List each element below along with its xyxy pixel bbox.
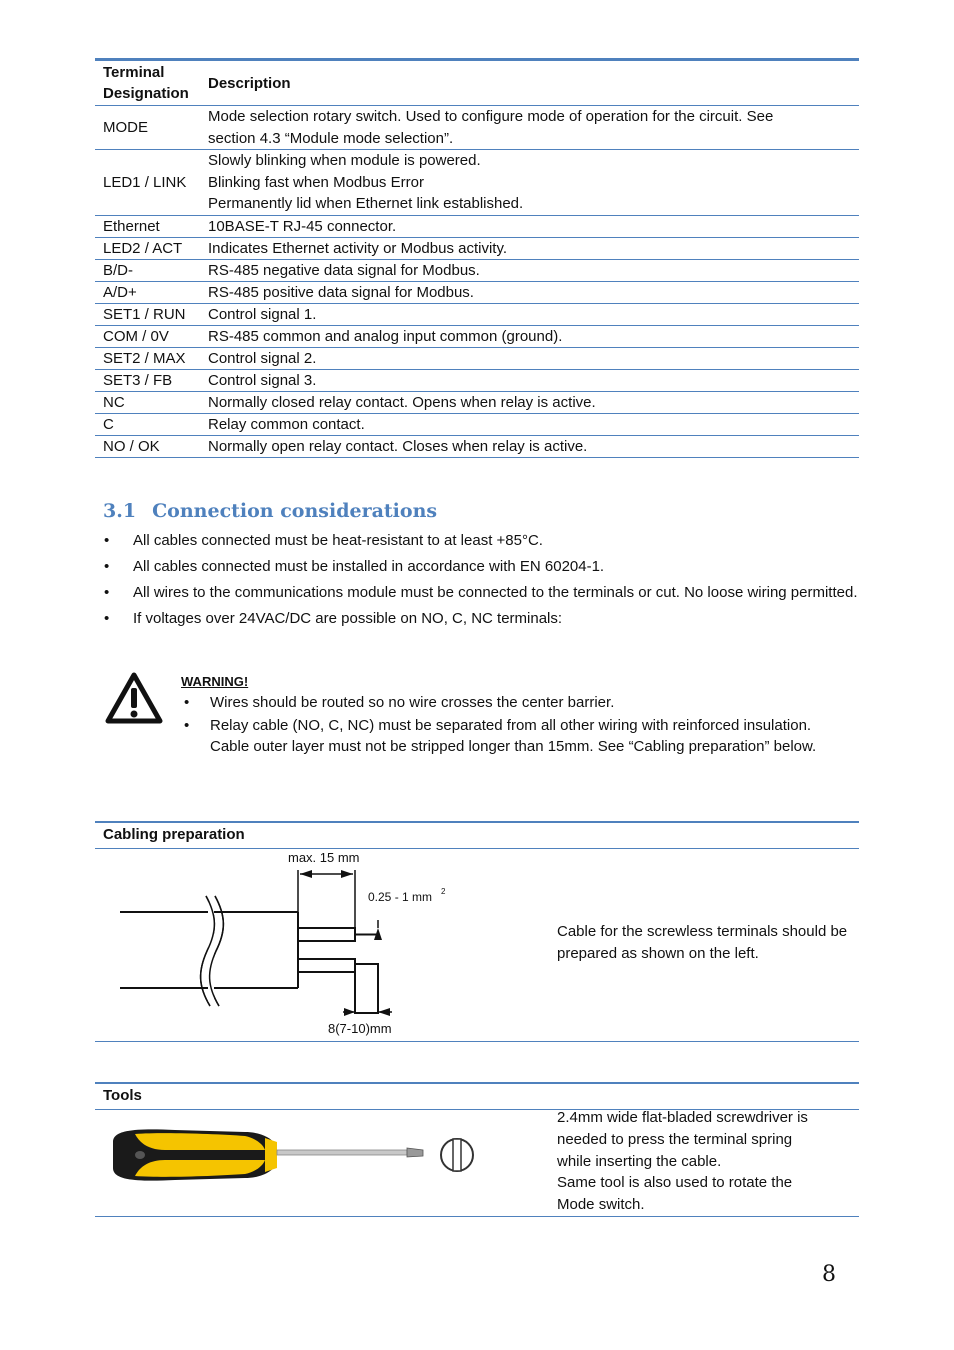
table-row: [95, 413, 859, 435]
label-strip-length: 8(7-10)mm: [328, 1021, 392, 1036]
table-row: [95, 347, 859, 369]
table-row: [95, 391, 859, 413]
terminal-description: [200, 259, 859, 281]
warning-title: WARNING!: [181, 674, 249, 689]
terminal-table: [95, 58, 859, 458]
terminal-designation: NO / OK: [95, 435, 200, 457]
tools-header: Tools: [95, 1082, 859, 1110]
terminal-description: [200, 369, 859, 391]
header-designation: Terminal Designation: [95, 60, 200, 106]
label-cross-section: 0.25 - 1 mm: [368, 890, 433, 904]
tools-bottom-rule: [95, 1216, 859, 1217]
table-row: [95, 150, 859, 216]
warning-item: • Wires should be routed so no wire crosses the center barrier.: [181, 692, 821, 714]
table-row: [95, 369, 859, 391]
table-row: [95, 435, 859, 457]
terminal-designation: B/D-: [95, 259, 200, 281]
bullet-item: • If voltages over 24VAC/DC are possible on NO, C, NC terminals:: [104, 606, 864, 631]
description-line: Permanently lid when Ethernet link established.: [208, 195, 524, 212]
terminal-description: [200, 303, 859, 325]
description-line: Mode selection rotary switch. Used to configure mode of operation for the circuit. See: [208, 108, 774, 125]
description-line: RS-485 common and analog input common (ground).: [208, 327, 563, 345]
terminal-description: [200, 150, 859, 216]
description-line: Control signal 1.: [208, 305, 317, 323]
label-max-strip: max. 15 mm: [288, 850, 360, 865]
terminal-designation: C: [95, 413, 200, 435]
table-row: [95, 281, 859, 303]
warning-triangle-icon: [105, 672, 163, 724]
bullet-item: • All wires to the communications module must be connected to the terminals or cut. No loose wiring permitted.: [104, 580, 864, 605]
table-row: [95, 215, 859, 237]
terminal-description: [200, 237, 859, 259]
cabling-description: Cable for the screwless terminals should be prepared as shown on the left.: [557, 923, 848, 962]
description-line: 10BASE-T RJ-45 connector.: [208, 217, 397, 235]
terminal-table-body: [95, 106, 859, 458]
terminal-description: [200, 281, 859, 303]
terminal-description: [200, 391, 859, 413]
terminal-description: [200, 413, 859, 435]
description-line: Indicates Ethernet activity or Modbus activity.: [208, 239, 508, 257]
cabling-header: Cabling preparation: [95, 821, 859, 849]
warning-block: [181, 672, 821, 759]
bullet-item: • All cables connected must be heat-resistant to at least +85°C.: [104, 528, 864, 553]
table-row: [95, 259, 859, 281]
terminal-designation: A/D+: [95, 281, 200, 303]
description-line: Slowly blinking when module is powered.: [208, 152, 481, 169]
terminal-designation: LED1 / LINK: [95, 150, 200, 216]
section-title: Connection considerations: [152, 500, 438, 522]
description-line: Control signal 3.: [208, 371, 317, 389]
terminal-designation: MODE: [95, 106, 200, 150]
description-line: RS-485 negative data signal for Modbus.: [208, 261, 480, 279]
table-row: [95, 106, 859, 150]
tools-text-line: Mode switch.: [557, 1196, 645, 1214]
terminal-designation: NC: [95, 391, 200, 413]
table-row: [95, 325, 859, 347]
label-cross-section-sup: 2: [441, 887, 446, 896]
tools-text-line: Same tool is also used to rotate the: [557, 1174, 793, 1192]
cable-preparation-diagram: [95, 846, 515, 1041]
description-line: RS-485 positive data signal for Modbus.: [208, 283, 474, 301]
terminal-description: [200, 325, 859, 347]
terminal-designation: LED2 / ACT: [95, 237, 200, 259]
connection-bullet-list: [104, 528, 864, 632]
description-line: Normally closed relay contact. Opens when relay is active.: [208, 393, 596, 411]
tools-text-line: while inserting the cable.: [557, 1152, 722, 1170]
description-line: Control signal 2.: [208, 349, 317, 367]
tools-text-line: needed to press the terminal spring: [557, 1130, 793, 1148]
page-number: 8: [822, 1262, 836, 1287]
terminal-table-header: [95, 60, 859, 106]
screwdriver-icon: [105, 1120, 485, 1190]
tools-text-line: 2.4mm wide flat-bladed screwdriver is: [557, 1109, 808, 1126]
terminal-designation: COM / 0V: [95, 325, 200, 347]
terminal-designation: SET3 / FB: [95, 369, 200, 391]
table-row: [95, 237, 859, 259]
description-line: Normally open relay contact. Closes when relay is active.: [208, 437, 588, 455]
warning-item: • Relay cable (NO, C, NC) must be separated from all other wiring with reinforced insulation. Cable outer layer must not be stripped longer than 15mm. See “Cabling preparation” below.: [181, 715, 821, 758]
table-row: [95, 303, 859, 325]
cabling-bottom-rule: [95, 1041, 859, 1042]
terminal-designation: Ethernet: [95, 215, 200, 237]
description-line: Relay common contact.: [208, 415, 365, 433]
warning-list: [181, 692, 821, 758]
description-line: Blinking fast when Modbus Error: [208, 173, 424, 191]
bullet-item: • All cables connected must be installed in accordance with EN 60204-1.: [104, 554, 864, 579]
terminal-description: [200, 435, 859, 457]
terminal-description: [200, 106, 859, 150]
description-line: section 4.3 “Module mode selection”.: [208, 129, 454, 147]
terminal-designation: SET1 / RUN: [95, 303, 200, 325]
tools-description: [557, 1107, 857, 1216]
terminal-designation: SET2 / MAX: [95, 347, 200, 369]
header-description: Description: [200, 60, 859, 106]
terminal-description: [200, 215, 859, 237]
section-number: 3.1: [103, 500, 137, 522]
terminal-description: [200, 347, 859, 369]
section-heading: [103, 500, 437, 522]
